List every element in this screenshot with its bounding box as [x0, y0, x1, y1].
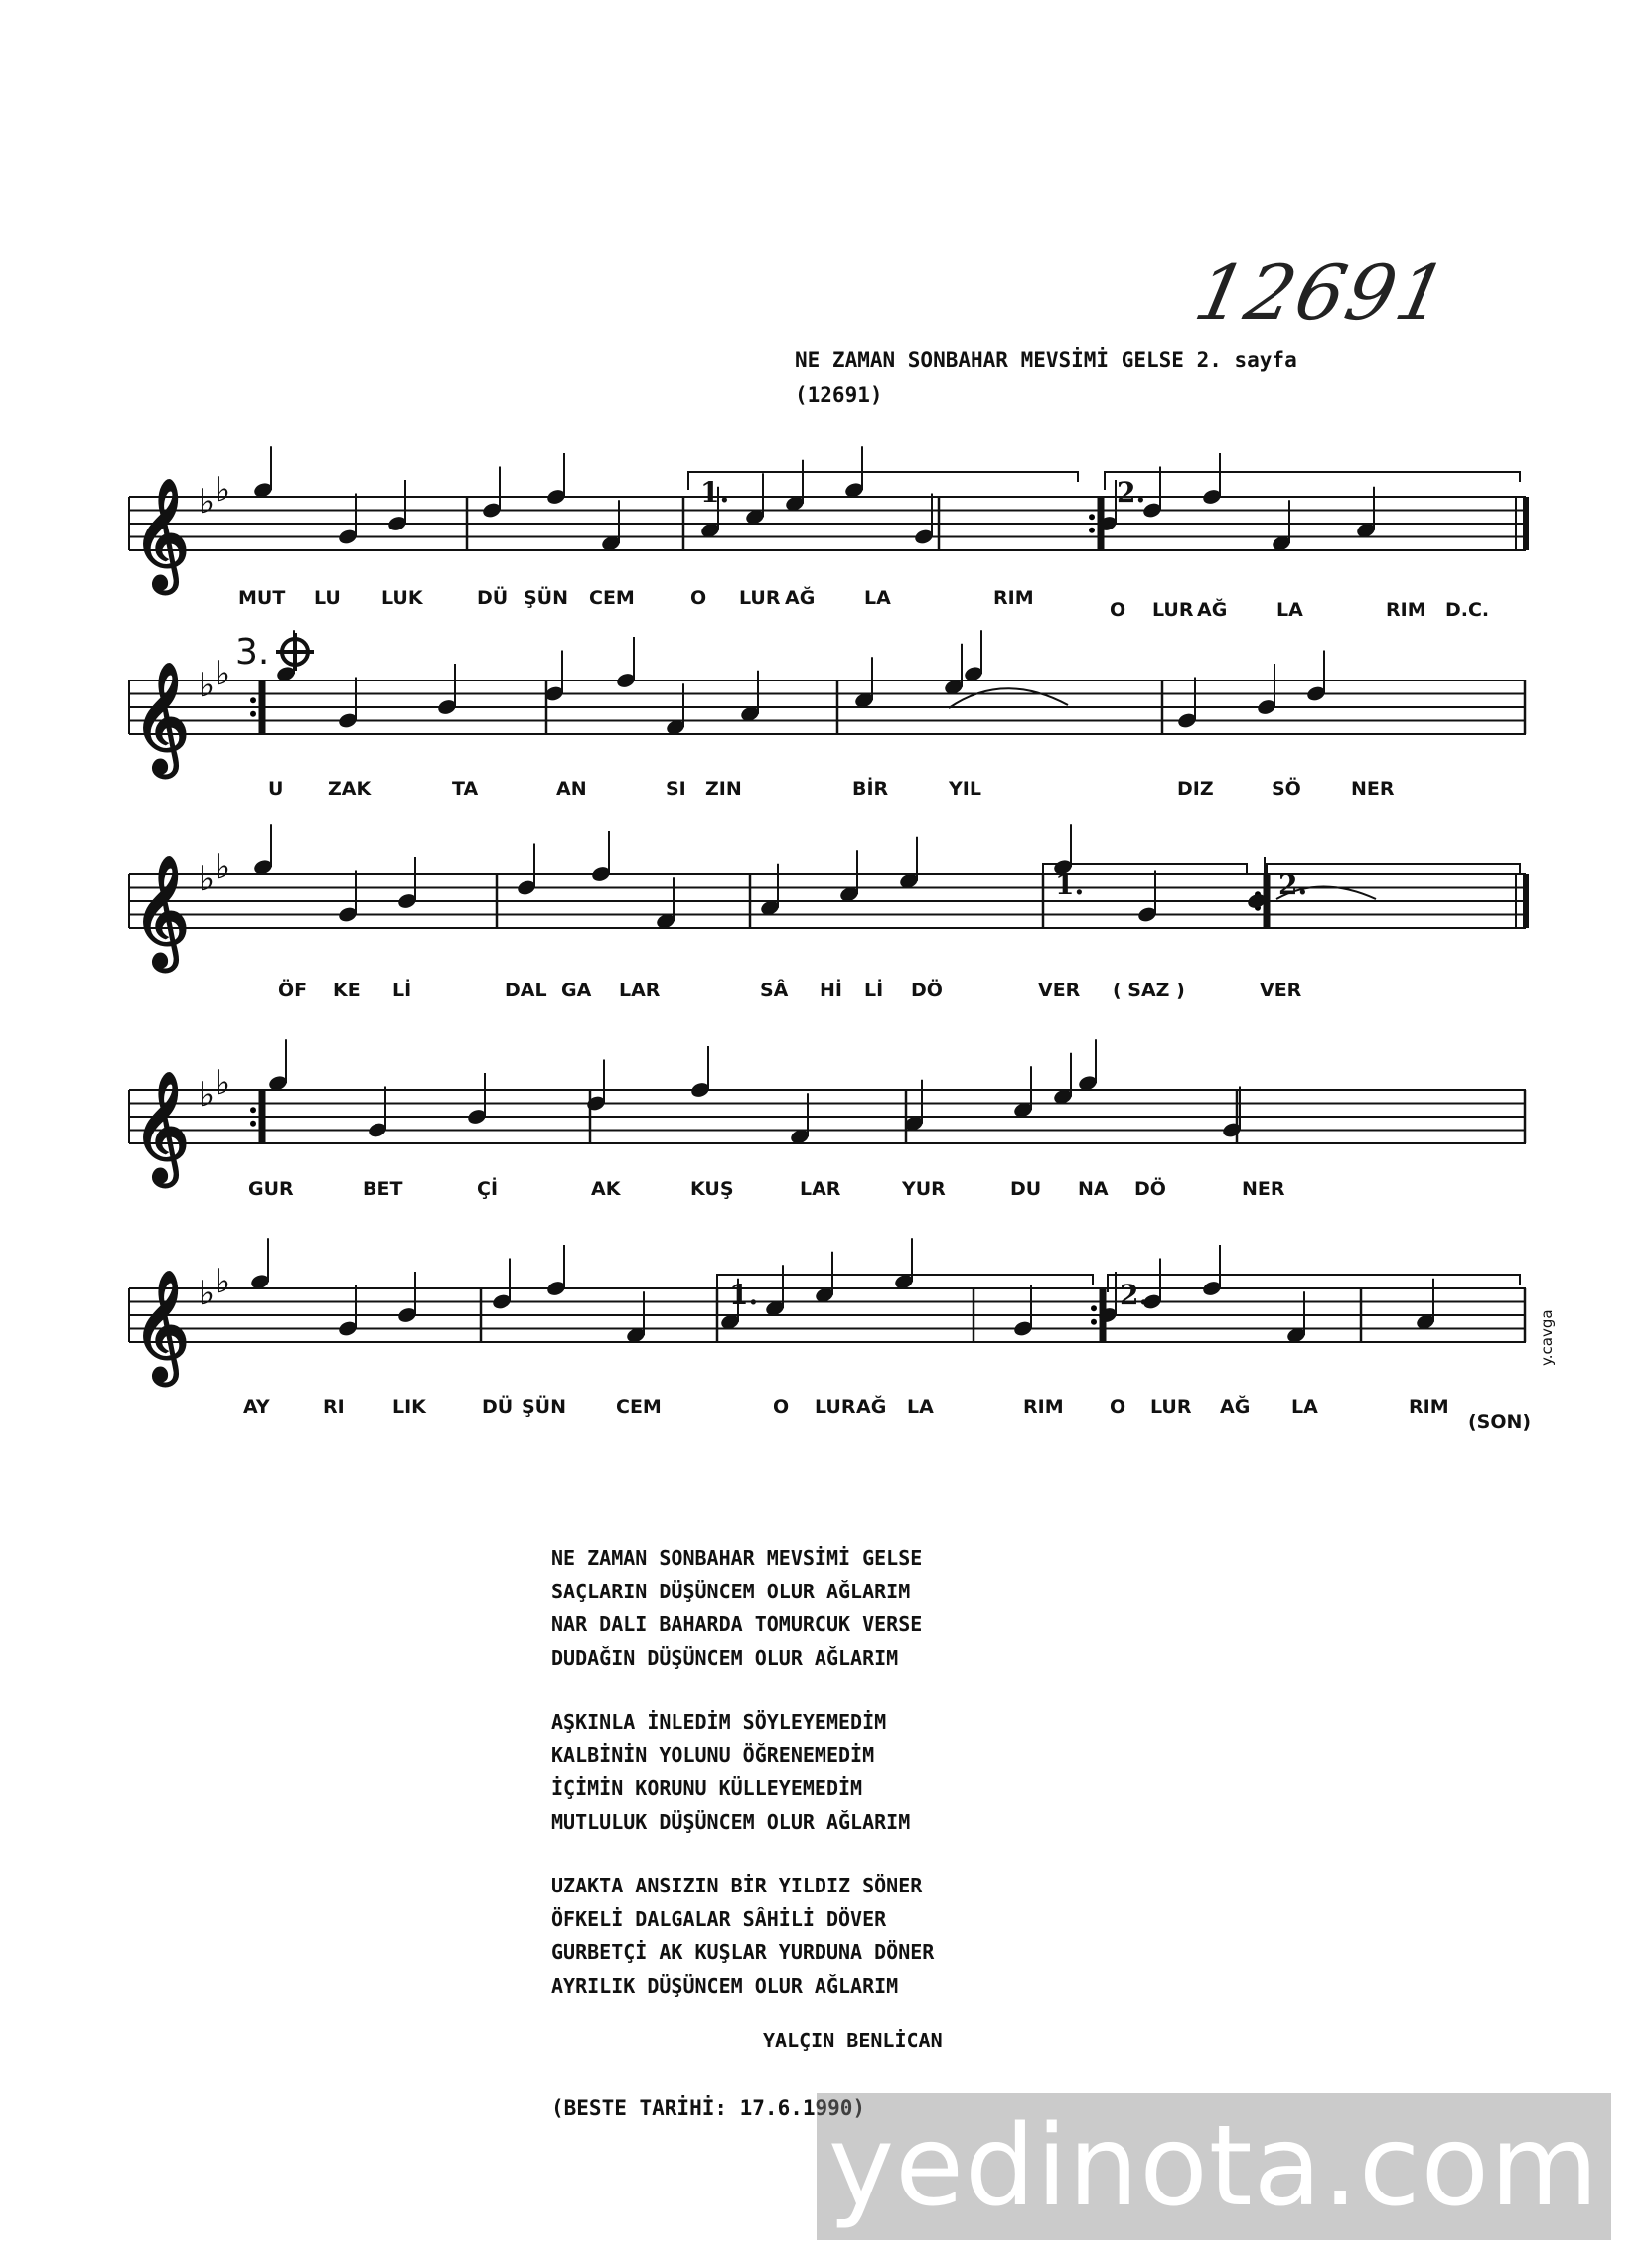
lyric-syllable: DÜ — [477, 587, 509, 609]
staff-system — [129, 1262, 1526, 1388]
staff-system — [129, 654, 1526, 780]
flat-icon: ♭ — [199, 1274, 216, 1314]
note — [1176, 678, 1197, 730]
note — [1305, 651, 1326, 703]
volta-line — [1108, 1275, 1520, 1292]
poem-line: AŞKINLA İNLEDİM SÖYLEYEMEDİM — [551, 1710, 887, 1734]
note — [1415, 1279, 1435, 1331]
note — [1201, 1245, 1222, 1297]
lyric-syllable: LIK — [392, 1396, 426, 1418]
lyric-syllable: DIZ — [1177, 778, 1214, 800]
repeat-dot — [1091, 1319, 1097, 1325]
volta-number: 2. — [1278, 868, 1308, 901]
volta-number: 1. — [700, 476, 730, 509]
repeat-dot — [1089, 528, 1095, 533]
note — [367, 1087, 387, 1139]
lyric-syllable: ZAK — [328, 778, 372, 800]
stanza-3 — [551, 1870, 934, 2003]
note — [585, 1060, 606, 1113]
lyric-syllable: ÖF — [278, 980, 308, 1001]
note — [337, 1285, 358, 1338]
flat-icon: ♭ — [215, 470, 231, 511]
lyric-syllable: NA — [1078, 1178, 1109, 1200]
lyric-syllable: MUT — [238, 587, 286, 609]
lyric-syllable: SI — [666, 778, 686, 800]
note — [252, 824, 273, 876]
lyric-syllable: LA — [1291, 1396, 1318, 1418]
note — [943, 644, 964, 696]
staff-system — [129, 470, 1526, 596]
note — [545, 453, 566, 506]
lyric-syllable: U — [268, 778, 284, 800]
note — [893, 1238, 914, 1290]
lyric-syllable: AĞ — [1197, 599, 1228, 621]
poem-line: MUTLULUK DÜŞÜNCEM OLUR AĞLARIM — [551, 1809, 911, 1834]
lyric-syllable: DÖ — [911, 980, 943, 1001]
repeat-dot — [250, 697, 256, 703]
note — [396, 857, 417, 910]
flat-icon: ♭ — [199, 666, 216, 706]
flat-icon: ♭ — [215, 847, 231, 888]
poem-line: SAÇLARIN DÜŞÜNCEM OLUR AĞLARIM — [551, 1579, 911, 1603]
poem-line: NAR DALI BAHARDA TOMURCUK VERSE — [551, 1612, 923, 1636]
note — [337, 494, 358, 546]
lyric-syllable: AĞ — [785, 587, 816, 609]
note — [516, 844, 536, 897]
note — [1271, 500, 1291, 552]
flat-icon: ♭ — [215, 1063, 231, 1104]
lyric-syllable: LUK — [381, 587, 423, 609]
note — [665, 683, 685, 736]
watermark — [817, 2093, 1611, 2240]
lyric-syllable: RIM — [993, 587, 1034, 609]
treble-clef-icon: 𝄞 — [133, 662, 190, 773]
lyric-syllable: YUR — [902, 1178, 946, 1200]
lyrics-poem — [551, 1542, 934, 2034]
author-name: YALÇIN BENLİCAN — [763, 2029, 943, 2052]
note — [764, 1265, 785, 1317]
note — [466, 1073, 487, 1126]
lyric-syllable: LUR — [815, 1396, 856, 1418]
note — [481, 467, 502, 520]
poem-line: KALBİNİN YOLUNU ÖĞRENEMEDİM — [551, 1742, 875, 1767]
note — [337, 871, 358, 924]
lyric-syllable: ŞÜN — [524, 587, 569, 609]
staff-system — [129, 1063, 1526, 1189]
note — [615, 637, 636, 689]
poem-line: DUDAĞIN DÜŞÜNCEM OLUR AĞLARIM — [551, 1645, 899, 1670]
note — [491, 1259, 512, 1311]
note — [963, 630, 983, 682]
lyric-syllable: KUŞ — [690, 1178, 734, 1200]
treble-clef-icon: 𝄞 — [133, 855, 190, 967]
note — [436, 664, 457, 716]
lyric-syllable: LA — [907, 1396, 934, 1418]
flat-icon: ♭ — [199, 859, 216, 900]
lyric-syllable: Çİ — [477, 1178, 499, 1200]
staff-system — [129, 847, 1526, 974]
repeat-dot — [250, 711, 256, 717]
lyric-syllable: LUR — [739, 587, 781, 609]
lyric-syllable: RIM — [1023, 1396, 1064, 1418]
volta-number: 1. — [1055, 868, 1085, 901]
lyric-syllable: BET — [363, 1178, 403, 1200]
volta-line — [1105, 472, 1520, 490]
lyric-syllable: SÂ — [760, 980, 789, 1001]
lyric-syllable: LA — [1276, 599, 1303, 621]
note — [545, 1245, 566, 1297]
note — [898, 837, 919, 890]
note — [1246, 857, 1267, 910]
composition-date: (BESTE TARİHİ: 17.6.1990) — [551, 2096, 866, 2120]
note — [689, 1046, 710, 1099]
note — [789, 1093, 810, 1145]
slur — [949, 688, 1068, 708]
note — [1256, 664, 1276, 716]
lyric-syllable: Lİ — [392, 980, 412, 1001]
volta-number: 1. — [729, 1279, 759, 1311]
volta-number: 2. — [1117, 476, 1146, 509]
dc-marking: D.C. — [1445, 599, 1490, 621]
lyric-syllable: Hİ — [820, 980, 842, 1001]
volta-bracket — [1105, 472, 1520, 490]
treble-clef-icon: 𝄞 — [133, 1270, 190, 1381]
copyist-signature: y.cavga — [1538, 1309, 1556, 1366]
lyric-syllable: DÜ — [482, 1396, 514, 1418]
segno-label: 3. — [235, 632, 270, 673]
note — [249, 1238, 270, 1290]
segno-icon — [276, 633, 314, 671]
lyric-syllable: RIM — [1386, 599, 1426, 621]
lyric-syllable: Lİ — [864, 980, 884, 1001]
poem-line: ÖFKELİ DALGALAR SÂHİLİ DÖVER — [551, 1906, 887, 1931]
lyric-syllable: LUR — [1152, 599, 1194, 621]
repeat-dot — [250, 1107, 256, 1113]
handwritten-number: 12691 — [1187, 248, 1457, 337]
treble-clef-icon: 𝄞 — [133, 478, 190, 589]
lyric-syllable: KE — [333, 980, 361, 1001]
lyric-syllable: LAR — [800, 1178, 841, 1200]
note — [543, 651, 564, 703]
note — [590, 831, 611, 883]
note — [814, 1252, 834, 1304]
repeat-dot — [1089, 514, 1095, 520]
lyric-syllable: LU — [314, 587, 341, 609]
note — [252, 446, 273, 499]
note — [1355, 487, 1376, 539]
lyric-syllable: DAL — [505, 980, 547, 1001]
lyric-syllable: CEM — [616, 1396, 662, 1418]
lyric-syllable: DÖ — [1134, 1178, 1166, 1200]
lyric-syllable: AĞ — [856, 1396, 887, 1418]
lyric-syllable: O — [690, 587, 707, 609]
note — [1285, 1291, 1306, 1344]
lyric-syllable: O — [1110, 599, 1126, 621]
note — [1201, 453, 1222, 506]
note — [337, 678, 358, 730]
lyric-syllable: O — [773, 1396, 790, 1418]
lyric-syllable: ( SAZ ) — [1113, 980, 1185, 1001]
lyric-syllable: TA — [452, 778, 479, 800]
note — [267, 1039, 288, 1092]
note — [913, 494, 934, 546]
lyric-syllable: NER — [1351, 778, 1395, 800]
lyric-syllable: LAR — [619, 980, 661, 1001]
poem-line: AYRILIK DÜŞÜNCEM OLUR AĞLARIM — [551, 1973, 899, 1998]
lyric-syllable: DU — [1010, 1178, 1042, 1200]
son-marking: (SON) — [1468, 1411, 1532, 1433]
poem-line: UZAKTA ANSIZIN BİR YILDIZ SÖNER — [551, 1874, 923, 1897]
lyric-syllable: VER — [1260, 980, 1302, 1001]
watermark-text: yedinota.com — [827, 2102, 1600, 2231]
note — [1221, 1087, 1242, 1139]
lyric-syllable: AĞ — [1220, 1396, 1251, 1418]
lyric-syllable: AN — [556, 778, 587, 800]
lyric-syllable: AK — [591, 1178, 621, 1200]
lyric-syllable: VER — [1038, 980, 1081, 1001]
volta-bracket — [688, 472, 1078, 490]
poem-line: İÇİMİN KORUNU KÜLLEYEMEDİM — [551, 1776, 863, 1800]
flat-icon: ♭ — [199, 1075, 216, 1116]
song-title: NE ZAMAN SONBAHAR MEVSİMİ GELSE 2. sayfa — [795, 348, 1297, 372]
lyric-syllable: GA — [561, 980, 592, 1001]
note — [655, 877, 675, 930]
lyric-syllable: SÖ — [1272, 778, 1301, 800]
note — [744, 473, 765, 526]
note — [1077, 1039, 1098, 1092]
note — [1012, 1285, 1033, 1338]
lyric-syllable: RI — [323, 1396, 345, 1418]
lyric-syllable: CEM — [589, 587, 635, 609]
note — [625, 1291, 646, 1344]
lyric-syllable: O — [1110, 1396, 1126, 1418]
treble-clef-icon: 𝄞 — [133, 1071, 190, 1182]
lyric-syllable: YIL — [949, 778, 981, 800]
lyric-syllable: AY — [243, 1396, 270, 1418]
note — [396, 1272, 417, 1324]
volta-bracket — [1108, 1275, 1520, 1292]
repeat-dot — [1091, 1305, 1097, 1311]
note — [600, 500, 621, 552]
note — [1012, 1066, 1033, 1119]
repeat-dot — [250, 1121, 256, 1127]
song-number: (12691) — [795, 383, 883, 407]
poem-line: NE ZAMAN SONBAHAR MEVSİMİ GELSE — [551, 1546, 923, 1570]
lyric-syllable: NER — [1242, 1178, 1285, 1200]
note — [853, 657, 874, 709]
note — [784, 460, 805, 513]
poem-line: GURBETÇİ AK KUŞLAR YURDUNA DÖNER — [551, 1940, 935, 1964]
note — [759, 864, 780, 917]
flat-icon: ♭ — [215, 654, 231, 694]
flat-icon: ♭ — [199, 482, 216, 523]
lyric-syllable: ŞÜN — [522, 1396, 567, 1418]
stanza-2 — [551, 1706, 934, 1839]
lyric-syllable: LUR — [1150, 1396, 1192, 1418]
lyric-syllable: LA — [864, 587, 891, 609]
lyric-syllable: ZIN — [705, 778, 742, 800]
volta-line — [688, 472, 1078, 490]
note — [1052, 1053, 1073, 1106]
note — [838, 850, 859, 903]
note — [739, 671, 760, 723]
lyric-syllable: BİR — [852, 778, 889, 800]
note — [1136, 871, 1157, 924]
flat-icon: ♭ — [215, 1262, 231, 1302]
lyric-syllable: GUR — [248, 1178, 294, 1200]
note — [386, 480, 407, 532]
stanza-1 — [551, 1542, 934, 1675]
volta-number: 2. — [1120, 1279, 1149, 1311]
lyric-syllable: RIM — [1409, 1396, 1449, 1418]
